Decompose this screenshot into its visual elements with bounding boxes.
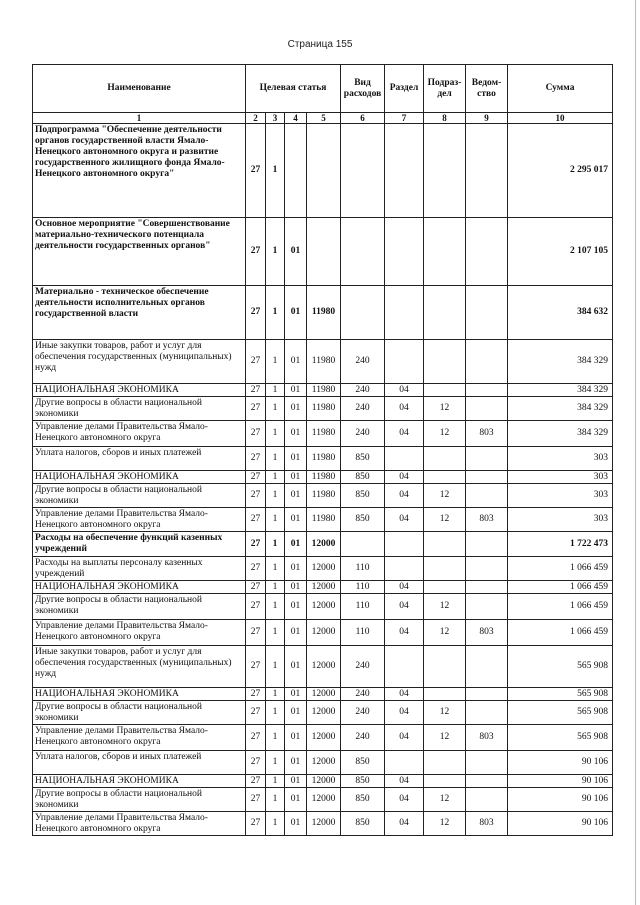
cell-vid — [341, 218, 385, 286]
header-podrazdel: Подраз-дел — [424, 65, 466, 113]
cell-sum: 1 066 459 — [508, 581, 613, 594]
code-direction — [307, 124, 341, 218]
table-row — [33, 340, 613, 384]
cell-sum: 90 106 — [508, 812, 613, 836]
cell-vid: 240 — [341, 688, 385, 701]
cell-vedomstvo: 803 — [466, 725, 508, 751]
row-name: НАЦИОНАЛЬНАЯ ЭКОНОМИКА — [33, 471, 246, 484]
code-event: 01 — [285, 812, 307, 836]
table-row — [33, 532, 613, 557]
cell-razdel: 04 — [385, 725, 424, 751]
cell-vid: 240 — [341, 725, 385, 751]
code-program: 27 — [246, 775, 266, 788]
row-name: Управление делами Правительства Ямало-Ненецкого автономного округа — [33, 812, 246, 836]
code-program: 27 — [246, 397, 266, 421]
code-event: 01 — [285, 581, 307, 594]
table-row — [33, 557, 613, 581]
cell-razdel: 04 — [385, 788, 424, 812]
table-row — [33, 701, 613, 725]
cell-vedomstvo — [466, 788, 508, 812]
cell-razdel — [385, 557, 424, 581]
code-program: 27 — [246, 812, 266, 836]
code-direction: 11980 — [307, 286, 341, 340]
code-program: 27 — [246, 286, 266, 340]
code-program: 27 — [246, 751, 266, 775]
cell-vid: 240 — [341, 646, 385, 688]
table-row — [33, 124, 613, 218]
col-num: 6 — [341, 113, 385, 124]
cell-vedomstvo — [466, 286, 508, 340]
cell-sum: 90 106 — [508, 788, 613, 812]
code-event: 01 — [285, 340, 307, 384]
cell-vedomstvo: 803 — [466, 620, 508, 646]
code-direction: 12000 — [307, 775, 341, 788]
header-row — [33, 65, 613, 113]
cell-vedomstvo — [466, 775, 508, 788]
table-row — [33, 421, 613, 447]
code-program: 27 — [246, 447, 266, 471]
table-row — [33, 384, 613, 397]
cell-razdel: 04 — [385, 594, 424, 620]
cell-vedomstvo — [466, 557, 508, 581]
cell-vid: 240 — [341, 397, 385, 421]
cell-podrazdel — [424, 286, 466, 340]
cell-vedomstvo — [466, 701, 508, 725]
cell-sum: 90 106 — [508, 751, 613, 775]
cell-sum: 303 — [508, 447, 613, 471]
table-row — [33, 725, 613, 751]
code-event: 01 — [285, 557, 307, 581]
row-name: НАЦИОНАЛЬНАЯ ЭКОНОМИКА — [33, 384, 246, 397]
code-event: 01 — [285, 447, 307, 471]
code-subprogram: 1 — [266, 557, 285, 581]
table-row — [33, 286, 613, 340]
cell-vedomstvo — [466, 688, 508, 701]
row-name: Подпрограмма "Обеспечение деятельности органов государственной власти Ямало-Ненецкого автономного округа и развитие государственного жилищного фонда Ямало-Ненецкого автономного округа" — [33, 124, 246, 218]
cell-sum: 384 329 — [508, 340, 613, 384]
cell-sum: 2 107 105 — [508, 218, 613, 286]
code-subprogram: 1 — [266, 484, 285, 508]
cell-razdel: 04 — [385, 384, 424, 397]
cell-vedomstvo: 803 — [466, 508, 508, 532]
cell-vedomstvo — [466, 751, 508, 775]
code-direction: 12000 — [307, 594, 341, 620]
cell-podrazdel — [424, 340, 466, 384]
cell-razdel: 04 — [385, 508, 424, 532]
cell-vedomstvo — [466, 340, 508, 384]
cell-vid: 850 — [341, 775, 385, 788]
code-direction: 12000 — [307, 581, 341, 594]
cell-podrazdel — [424, 218, 466, 286]
code-direction: 11980 — [307, 447, 341, 471]
code-event: 01 — [285, 688, 307, 701]
code-program: 27 — [246, 218, 266, 286]
code-event: 01 — [285, 725, 307, 751]
cell-sum: 303 — [508, 484, 613, 508]
code-event: 01 — [285, 594, 307, 620]
code-program: 27 — [246, 484, 266, 508]
code-subprogram: 1 — [266, 775, 285, 788]
cell-sum: 303 — [508, 471, 613, 484]
row-name: Иные закупки товаров, работ и услуг для обеспечения государственных (муниципальных) нужд — [33, 340, 246, 384]
cell-razdel — [385, 340, 424, 384]
code-direction: 11980 — [307, 397, 341, 421]
code-program: 27 — [246, 508, 266, 532]
cell-razdel — [385, 286, 424, 340]
cell-vid: 110 — [341, 594, 385, 620]
col-num: 3 — [266, 113, 285, 124]
cell-razdel: 04 — [385, 701, 424, 725]
code-direction: 12000 — [307, 688, 341, 701]
table-row — [33, 471, 613, 484]
code-subprogram: 1 — [266, 532, 285, 557]
cell-sum: 1 066 459 — [508, 620, 613, 646]
code-direction: 11980 — [307, 484, 341, 508]
cell-vid — [341, 532, 385, 557]
code-subprogram: 1 — [266, 594, 285, 620]
column-number-row — [33, 113, 613, 124]
cell-podrazdel — [424, 581, 466, 594]
cell-sum: 565 908 — [508, 701, 613, 725]
cell-razdel — [385, 218, 424, 286]
code-subprogram: 1 — [266, 471, 285, 484]
code-direction: 12000 — [307, 620, 341, 646]
col-num: 5 — [307, 113, 341, 124]
code-program: 27 — [246, 557, 266, 581]
header-target: Целевая статья — [246, 65, 341, 113]
code-event: 01 — [285, 471, 307, 484]
cell-podrazdel: 12 — [424, 397, 466, 421]
code-program: 27 — [246, 124, 266, 218]
cell-razdel — [385, 646, 424, 688]
cell-sum: 2 295 017 — [508, 124, 613, 218]
code-event: 01 — [285, 775, 307, 788]
table-row — [33, 646, 613, 688]
cell-sum: 565 908 — [508, 646, 613, 688]
table-row — [33, 594, 613, 620]
cell-vedomstvo — [466, 646, 508, 688]
cell-sum: 1 722 473 — [508, 532, 613, 557]
code-direction: 11980 — [307, 340, 341, 384]
cell-vid: 240 — [341, 701, 385, 725]
cell-sum: 384 329 — [508, 421, 613, 447]
row-name: НАЦИОНАЛЬНАЯ ЭКОНОМИКА — [33, 688, 246, 701]
code-program: 27 — [246, 725, 266, 751]
cell-sum: 565 908 — [508, 725, 613, 751]
code-event — [285, 124, 307, 218]
code-event: 01 — [285, 484, 307, 508]
table-row — [33, 620, 613, 646]
cell-podrazdel: 12 — [424, 701, 466, 725]
code-program: 27 — [246, 384, 266, 397]
cell-podrazdel — [424, 775, 466, 788]
cell-vid: 110 — [341, 620, 385, 646]
code-event: 01 — [285, 397, 307, 421]
col-num: 4 — [285, 113, 307, 124]
row-name: Управление делами Правительства Ямало-Ненецкого автономного округа — [33, 620, 246, 646]
code-subprogram: 1 — [266, 788, 285, 812]
cell-vid — [341, 286, 385, 340]
code-subprogram: 1 — [266, 751, 285, 775]
table-row — [33, 218, 613, 286]
table-row — [33, 812, 613, 836]
code-program: 27 — [246, 701, 266, 725]
code-program: 27 — [246, 532, 266, 557]
cell-podrazdel: 12 — [424, 594, 466, 620]
header-summa: Сумма — [508, 65, 613, 113]
code-subprogram: 1 — [266, 701, 285, 725]
table-row — [33, 484, 613, 508]
cell-sum: 303 — [508, 508, 613, 532]
cell-vid: 240 — [341, 384, 385, 397]
cell-razdel: 04 — [385, 421, 424, 447]
code-direction: 11980 — [307, 508, 341, 532]
code-subprogram: 1 — [266, 286, 285, 340]
code-program: 27 — [246, 646, 266, 688]
cell-razdel — [385, 447, 424, 471]
code-subprogram: 1 — [266, 421, 285, 447]
cell-podrazdel — [424, 646, 466, 688]
cell-podrazdel — [424, 447, 466, 471]
table-row — [33, 688, 613, 701]
code-subprogram: 1 — [266, 340, 285, 384]
cell-sum: 1 066 459 — [508, 594, 613, 620]
cell-razdel: 04 — [385, 581, 424, 594]
code-event: 01 — [285, 286, 307, 340]
code-subprogram: 1 — [266, 384, 285, 397]
cell-vid: 850 — [341, 447, 385, 471]
code-direction: 12000 — [307, 751, 341, 775]
header-name: Наименование — [33, 65, 246, 113]
row-name: Уплата налогов, сборов и иных платежей — [33, 447, 246, 471]
row-name: НАЦИОНАЛЬНАЯ ЭКОНОМИКА — [33, 775, 246, 788]
code-event: 01 — [285, 218, 307, 286]
code-subprogram: 1 — [266, 688, 285, 701]
cell-razdel: 04 — [385, 484, 424, 508]
code-event: 01 — [285, 508, 307, 532]
cell-vedomstvo — [466, 124, 508, 218]
code-event: 01 — [285, 532, 307, 557]
header-vid: Вид расходов — [341, 65, 385, 113]
code-direction — [307, 218, 341, 286]
code-direction: 12000 — [307, 646, 341, 688]
row-name: Иные закупки товаров, работ и услуг для обеспечения государственных (муниципальных) нужд — [33, 646, 246, 688]
cell-sum: 384 632 — [508, 286, 613, 340]
cell-podrazdel: 12 — [424, 421, 466, 447]
cell-podrazdel — [424, 471, 466, 484]
cell-sum: 565 908 — [508, 688, 613, 701]
table-row — [33, 751, 613, 775]
cell-vid: 850 — [341, 484, 385, 508]
code-direction: 11980 — [307, 421, 341, 447]
cell-vedomstvo — [466, 594, 508, 620]
code-subprogram: 1 — [266, 447, 285, 471]
cell-razdel — [385, 124, 424, 218]
cell-podrazdel — [424, 688, 466, 701]
header-razdel: Раздел — [385, 65, 424, 113]
row-name: Другие вопросы в области национальной экономики — [33, 701, 246, 725]
cell-vedomstvo — [466, 581, 508, 594]
cell-podrazdel — [424, 384, 466, 397]
row-name: Управление делами Правительства Ямало-Ненецкого автономного округа — [33, 725, 246, 751]
cell-vid — [341, 124, 385, 218]
cell-vedomstvo — [466, 218, 508, 286]
code-program: 27 — [246, 688, 266, 701]
row-name: Расходы на выплаты персоналу казенных учреждений — [33, 557, 246, 581]
code-subprogram: 1 — [266, 812, 285, 836]
col-num: 7 — [385, 113, 424, 124]
cell-razdel: 04 — [385, 397, 424, 421]
code-event: 01 — [285, 788, 307, 812]
row-name: Управление делами Правительства Ямало-Ненецкого автономного округа — [33, 508, 246, 532]
cell-vid: 850 — [341, 508, 385, 532]
row-name: Другие вопросы в области национальной экономики — [33, 594, 246, 620]
row-name: Другие вопросы в области национальной экономики — [33, 397, 246, 421]
code-program: 27 — [246, 620, 266, 646]
col-num: 9 — [466, 113, 508, 124]
cell-razdel: 04 — [385, 620, 424, 646]
code-direction: 12000 — [307, 701, 341, 725]
table-row — [33, 775, 613, 788]
code-subprogram: 1 — [266, 218, 285, 286]
cell-podrazdel: 12 — [424, 484, 466, 508]
cell-podrazdel — [424, 557, 466, 581]
table-row — [33, 397, 613, 421]
page-label: Страница 155 — [287, 39, 353, 50]
cell-vedomstvo: 803 — [466, 812, 508, 836]
cell-podrazdel — [424, 532, 466, 557]
code-direction: 12000 — [307, 557, 341, 581]
row-name: Материально - техническое обеспечение деятельности исполнительных органов государственной власти — [33, 286, 246, 340]
cell-vid: 850 — [341, 471, 385, 484]
cell-razdel: 04 — [385, 471, 424, 484]
cell-vid: 240 — [341, 340, 385, 384]
table-row — [33, 788, 613, 812]
cell-podrazdel: 12 — [424, 788, 466, 812]
table-row — [33, 508, 613, 532]
cell-sum: 90 106 — [508, 775, 613, 788]
code-program: 27 — [246, 594, 266, 620]
code-direction: 11980 — [307, 384, 341, 397]
col-num: 8 — [424, 113, 466, 124]
code-program: 27 — [246, 340, 266, 384]
code-direction: 12000 — [307, 532, 341, 557]
code-direction: 12000 — [307, 725, 341, 751]
code-event: 01 — [285, 646, 307, 688]
cell-razdel: 04 — [385, 688, 424, 701]
cell-podrazdel: 12 — [424, 812, 466, 836]
cell-vid: 110 — [341, 557, 385, 581]
cell-vid: 240 — [341, 421, 385, 447]
cell-vid: 110 — [341, 581, 385, 594]
row-name: НАЦИОНАЛЬНАЯ ЭКОНОМИКА — [33, 581, 246, 594]
col-num: 2 — [246, 113, 266, 124]
code-subprogram: 1 — [266, 620, 285, 646]
cell-sum: 384 329 — [508, 397, 613, 421]
cell-razdel: 04 — [385, 775, 424, 788]
cell-vedomstvo — [466, 471, 508, 484]
code-subprogram: 1 — [266, 124, 285, 218]
row-name: Управление делами Правительства Ямало-Ненецкого автономного округа — [33, 421, 246, 447]
cell-razdel — [385, 751, 424, 775]
code-event: 01 — [285, 701, 307, 725]
budget-table — [32, 64, 613, 836]
row-name: Другие вопросы в области национальной экономики — [33, 484, 246, 508]
cell-podrazdel — [424, 751, 466, 775]
row-name: Основное мероприятие "Совершенствование материально-технического потенциала деятельности государственных органов" — [33, 218, 246, 286]
cell-vid: 850 — [341, 751, 385, 775]
code-event: 01 — [285, 751, 307, 775]
code-program: 27 — [246, 421, 266, 447]
row-name: Уплата налогов, сборов и иных платежей — [33, 751, 246, 775]
cell-podrazdel: 12 — [424, 725, 466, 751]
table-row — [33, 581, 613, 594]
cell-podrazdel: 12 — [424, 620, 466, 646]
cell-vid: 850 — [341, 812, 385, 836]
cell-sum: 384 329 — [508, 384, 613, 397]
cell-vedomstvo — [466, 484, 508, 508]
table-body — [33, 124, 613, 836]
code-event: 01 — [285, 620, 307, 646]
row-name: Другие вопросы в области национальной экономики — [33, 788, 246, 812]
col-num: 10 — [508, 113, 613, 124]
col-num: 1 — [33, 113, 246, 124]
scan-edge — [635, 0, 636, 905]
code-subprogram: 1 — [266, 581, 285, 594]
cell-vedomstvo — [466, 532, 508, 557]
cell-podrazdel — [424, 124, 466, 218]
code-subprogram: 1 — [266, 508, 285, 532]
code-direction: 12000 — [307, 812, 341, 836]
code-event: 01 — [285, 421, 307, 447]
code-program: 27 — [246, 581, 266, 594]
code-subprogram: 1 — [266, 725, 285, 751]
cell-podrazdel: 12 — [424, 508, 466, 532]
code-subprogram: 1 — [266, 397, 285, 421]
code-program: 27 — [246, 788, 266, 812]
code-direction: 12000 — [307, 788, 341, 812]
header-vedomstvo: Ведом-ство — [466, 65, 508, 113]
cell-vedomstvo — [466, 447, 508, 471]
cell-razdel — [385, 532, 424, 557]
cell-sum: 1 066 459 — [508, 557, 613, 581]
cell-vedomstvo — [466, 384, 508, 397]
code-event: 01 — [285, 384, 307, 397]
cell-vedomstvo — [466, 397, 508, 421]
cell-vid: 850 — [341, 788, 385, 812]
code-subprogram: 1 — [266, 646, 285, 688]
code-program: 27 — [246, 471, 266, 484]
cell-vedomstvo: 803 — [466, 421, 508, 447]
code-direction: 11980 — [307, 471, 341, 484]
table-row — [33, 447, 613, 471]
cell-razdel: 04 — [385, 812, 424, 836]
row-name: Расходы на обеспечение функций казенных учреждений — [33, 532, 246, 557]
